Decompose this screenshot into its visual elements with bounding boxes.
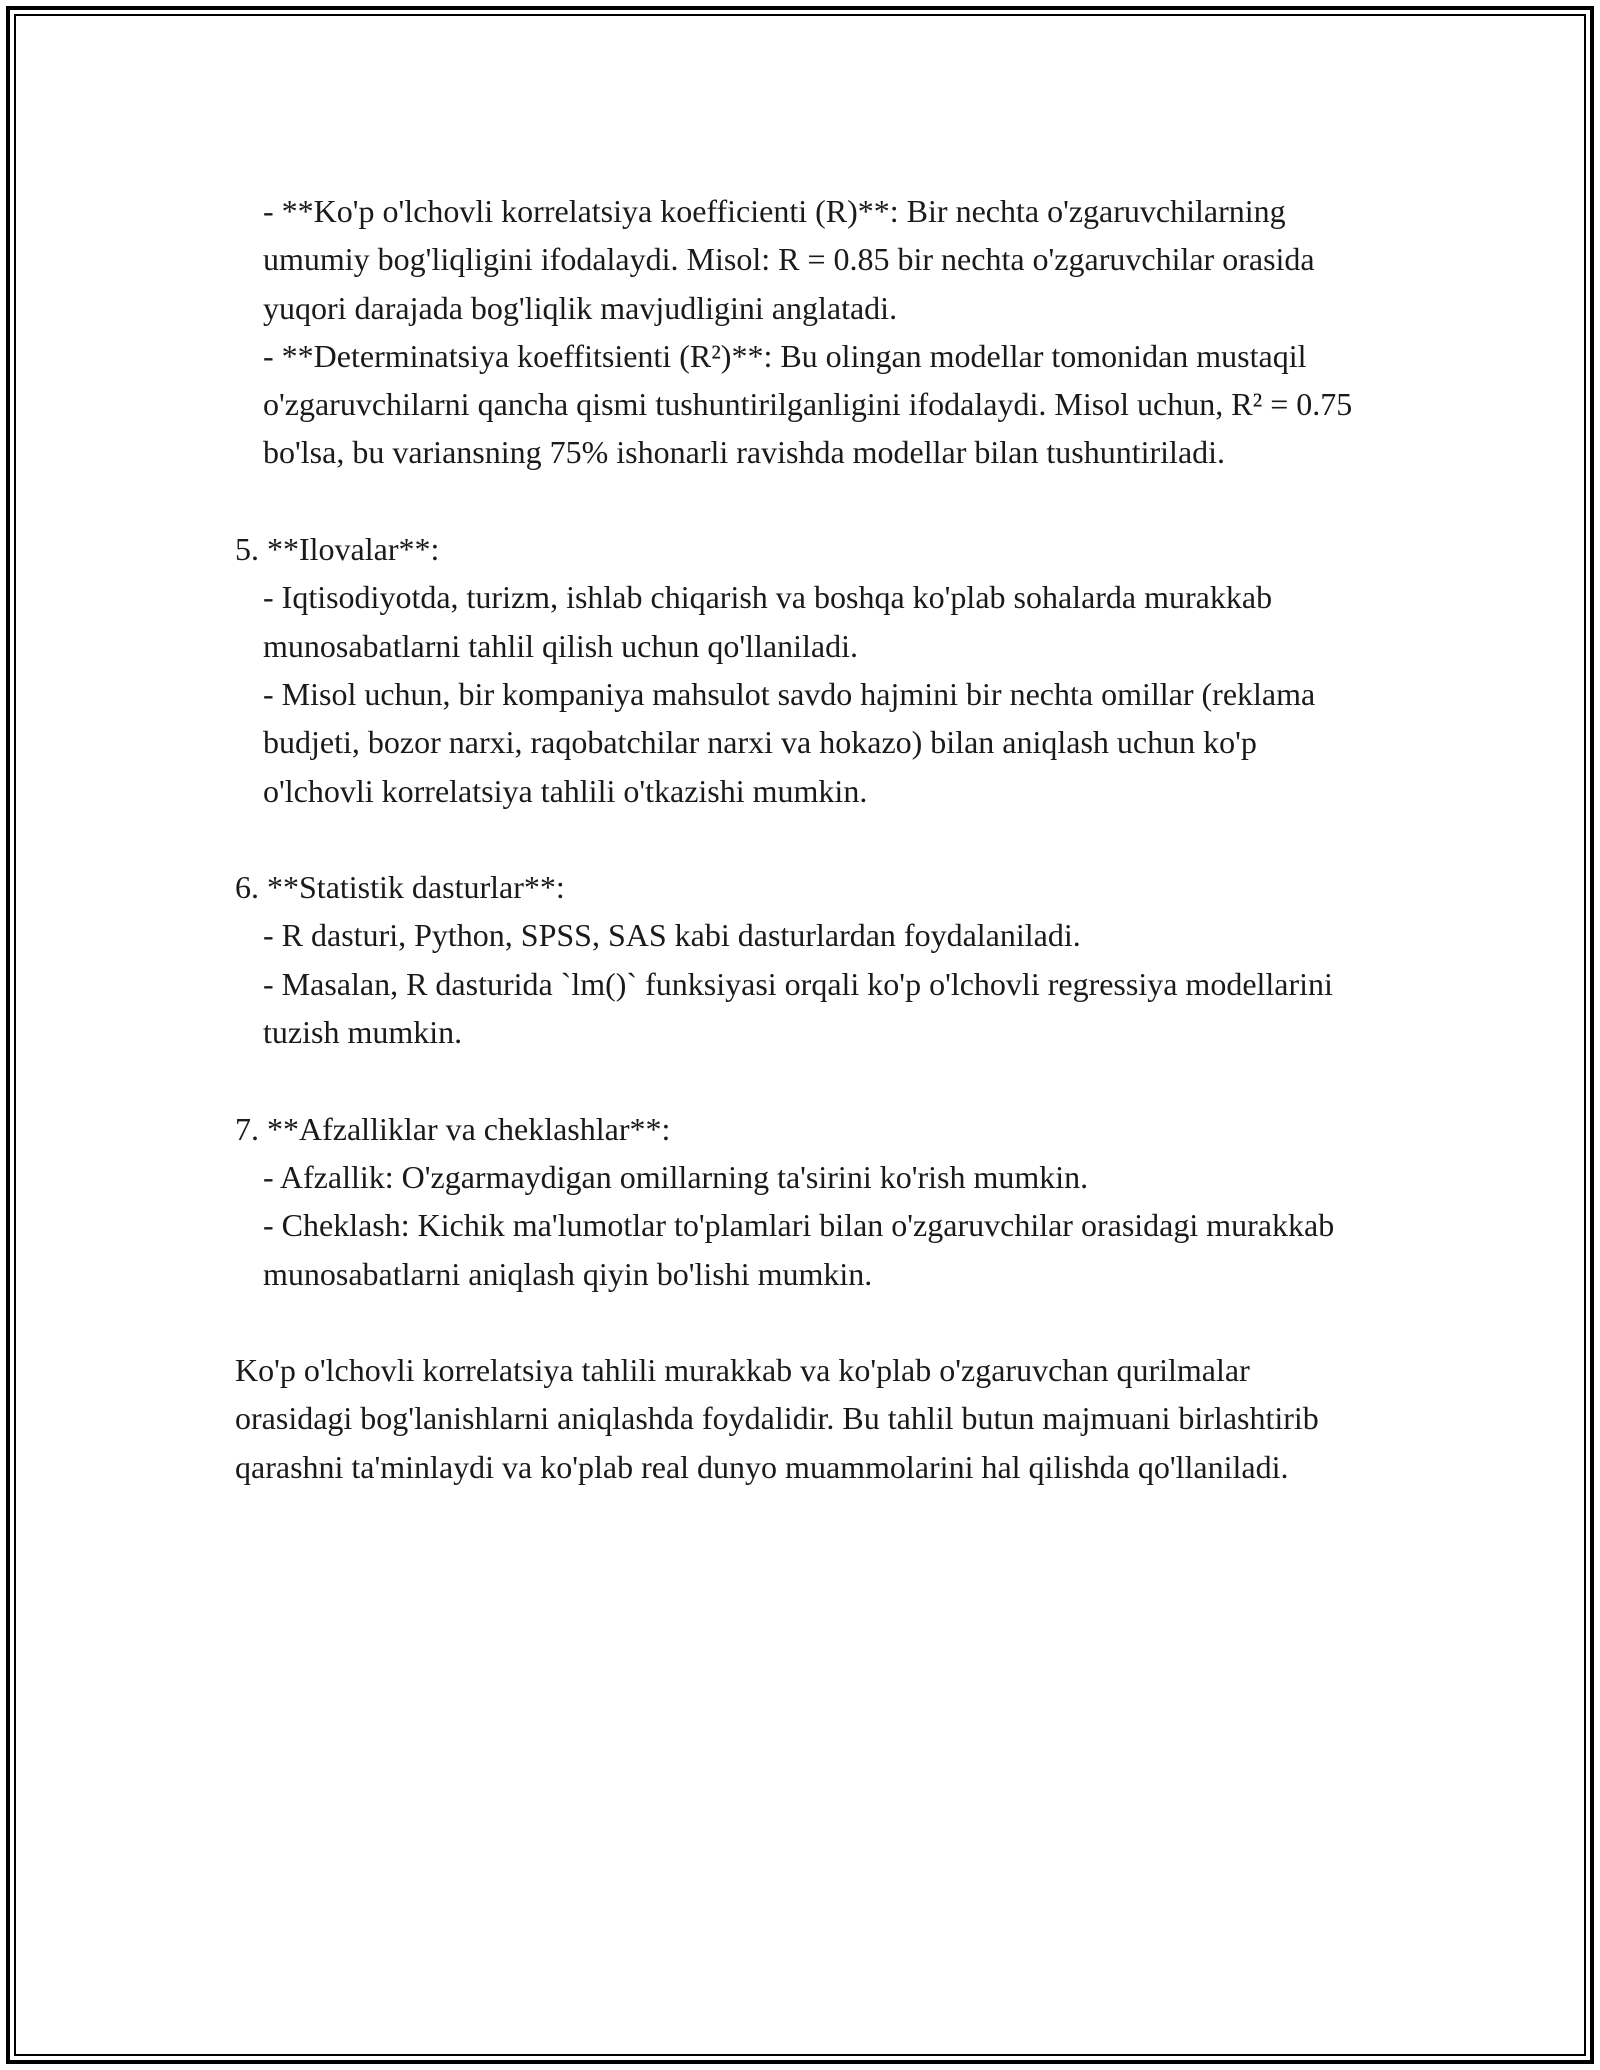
document-body (235, 187, 1370, 1491)
list-item-determination-coefficient: - **Determinatsiya koeffitsienti (R²)**: Bu olingan modellar tomonidan mustaqil o'zgaruvchilarni qancha qismi tushuntirilganligini ifodalaydi. Misol uchun, R² = 0.75 bo'lsa, bu variansning 75% ishonarli ravishda modellar bilan tushuntiriladi. (263, 337, 1361, 471)
list-item-applications-fields: - Iqtisodiyotda, turizm, ishlab chiqarish va boshqa ko'plab sohalarda murakkab munosabatlarni tahlil qilish uchun qo'llaniladi. (263, 579, 1281, 664)
list-item-software-tools: - R dasturi, Python, SPSS, SAS kabi dasturlardan foydalaniladi. (263, 917, 1081, 954)
list-item-applications-example: - Misol uchun, bir kompaniya mahsulot savdo hajmini bir nechta omillar (reklama budjeti, bozor narxi, raqobatchilar narxi va hokazo) bilan aniqlash uchun ko'p o'lchovli korrelatsiya tahlili o'tkazishi mumkin. (263, 675, 1324, 809)
paragraph-gap (235, 477, 1370, 525)
list-item-advantage: - Afzallik: O'zgarmaydigan omillarning ta'sirini ko'rish mumkin. (263, 1158, 1089, 1195)
paragraph-gap (235, 1298, 1370, 1346)
list-item-multiple-correlation: - **Ko'p o'lchovli korrelatsiya koefficienti (R)**: Bir nechta o'zgaruvchilarning umumiy bog'liqligini ifodalaydi. Misol: R = 0.85 bir nechta o'zgaruvchilar orasida yuqori darajada bog'liqlik mavjudligini anglatadi. (263, 193, 1323, 326)
paragraph-gap (235, 1056, 1370, 1104)
section-heading-pros-cons: 7. **Afzalliklar va cheklashlar**: (235, 1110, 671, 1147)
section-heading-software: 6. **Statistik dasturlar**: (235, 869, 565, 906)
conclusion-paragraph: Ko'p o'lchovli korrelatsiya tahlili murakkab va ko'plab o'zgaruvchan qurilmalar orasidagi bog'lanishlarni aniqlashda foydalidir. Bu tahlil butun majmuani birlashtirib qarashni ta'minlaydi va ko'plab real dunyo muammolarini hal qilishda qo'llaniladi. (235, 1352, 1327, 1485)
list-item-software-example: - Masalan, R dasturida `lm()` funksiyasi orqali ko'p o'lchovli regressiya modellarini tuzish mumkin. (263, 965, 1341, 1051)
paragraph-gap (235, 815, 1370, 863)
list-item-limitation: - Cheklash: Kichik ma'lumotlar to'plamlari bilan o'zgaruvchilar orasidagi murakkab munosabatlarni aniqlash qiyin bo'lishi mumkin. (263, 1207, 1343, 1292)
section-heading-applications: 5. **Ilovalar**: (235, 531, 440, 568)
